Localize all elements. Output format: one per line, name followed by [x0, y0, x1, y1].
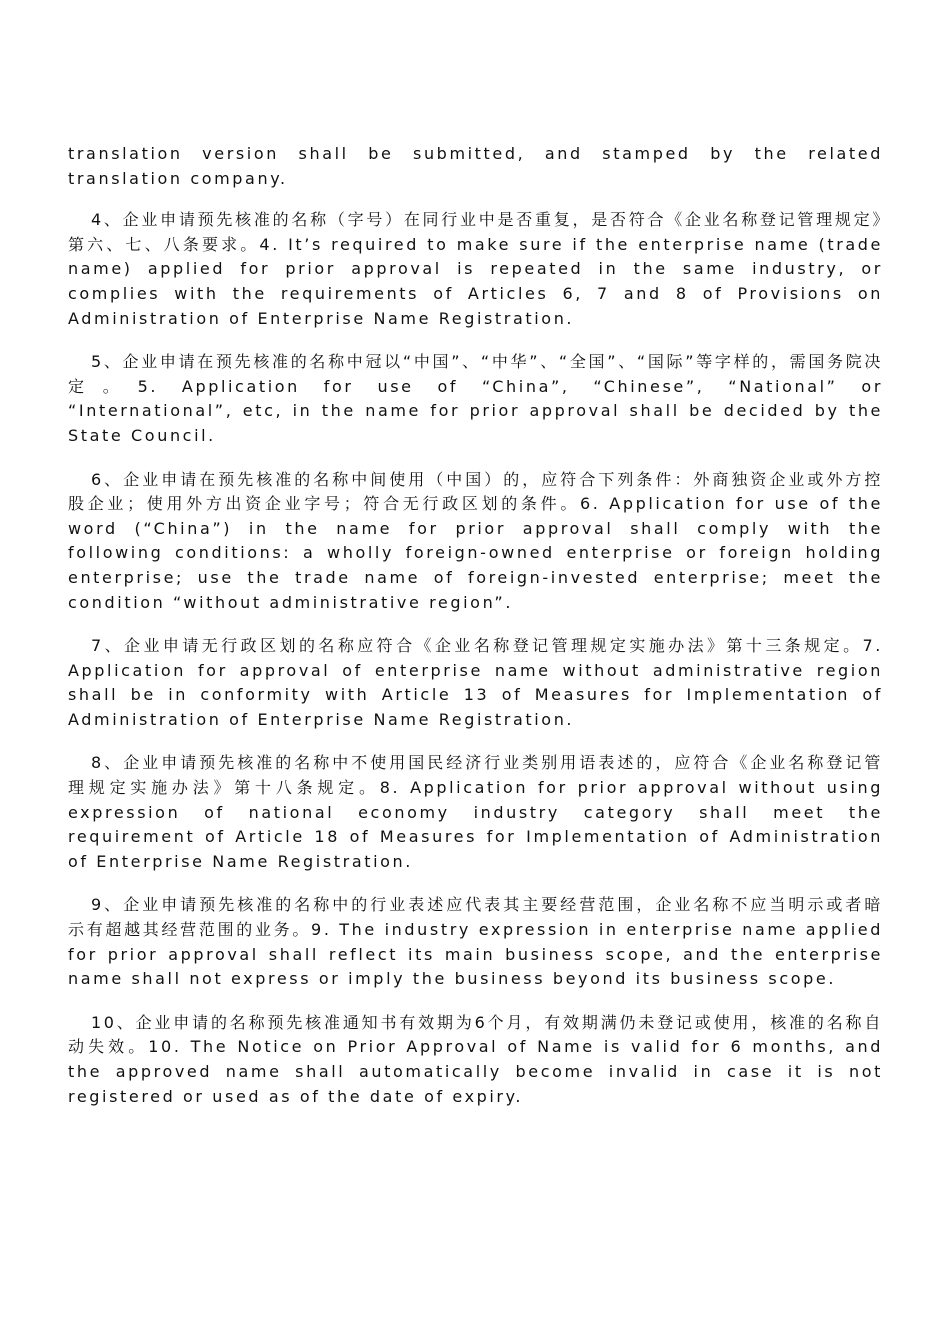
paragraph-item-7: 7、企业申请无行政区划的名称应符合《企业名称登记管理规定实施办法》第十三条规定。7. Application for approval of enterprise name without administrative region shall be in conformity with Article 13 of Measures for Implementation of Administration of Enterprise Name Registration. [68, 636, 883, 729]
paragraph-item-6: 6、企业申请在预先核准的名称中间使用（中国）的，应符合下列条件：外商独资企业或外方控股企业；使用外方出资企业字号；符合无行政区划的条件。6. Application for use of the word (“China”) in the name for prior approval shall comply with the following conditions: a wholly foreign-owned enterprise or foreign holding enterprise; use the trade name of foreign-invested enterprise; meet the condition “without administrative region”. [68, 469, 883, 612]
paragraph-item-8: 8、企业申请预先核准的名称中不使用国民经济行业类别用语表述的，应符合《企业名称登记管理规定实施办法》第十八条规定。8. Application for prior approval without using expression of national economy industry category shall meet the requirement of Article 18 of Measures for Implementation of Administration of Enterprise Name Registration. [68, 753, 883, 871]
paragraph-item-10: 10、企业申请的名称预先核准通知书有效期为6个月，有效期满仍未登记或使用，核准的名称自动失效。10. The Notice on Prior Approval of Name is valid for 6 months, and the approved name shall automatically become invalid in case it is not registered or used as of the date of expiry. [68, 1012, 883, 1106]
paragraph-item-5: 5、企业申请在预先核准的名称中冠以“中国”、“中华”、“全国”、“国际”等字样的，需国务院决定。5. Application for use of “China”, “Chinese”, “National” or “International”, etc, in the name for prior approval shall be decided by the State Council. [68, 352, 883, 445]
paragraph-continuation: translation version shall be submitted, and stamped by the related translation company. [68, 144, 883, 188]
paragraph-item-9: 9、企业申请预先核准的名称中的行业表述应代表其主要经营范围，企业名称不应当明示或者暗示有超越其经营范围的业务。9. The industry expression in enterprise name applied for prior approval shall reflect its main business scope, and the enterprise name shall not express or imply the business beyond its business scope. [68, 895, 883, 989]
paragraph-item-4: 4、企业申请预先核准的名称（字号）在同行业中是否重复，是否符合《企业名称登记管理规定》第六、七、八条要求。4. It’s required to make sure if the enterprise name (trade name) applied for prior approval is repeated in the same industry, or complies with the requirements of Articles 6, 7 and 8 of Provisions on Administration of Enterprise Name Registration. [68, 210, 883, 328]
document-body [68, 142, 883, 1128]
